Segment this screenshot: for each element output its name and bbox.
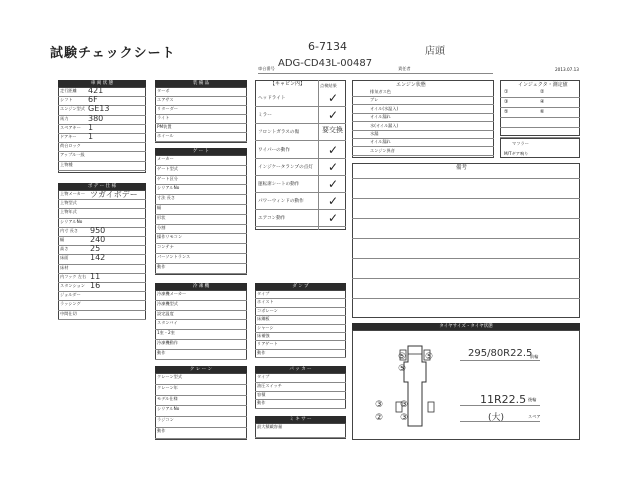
row-label: コボレーン (257, 307, 278, 313)
handwritten-value: 380 (88, 113, 104, 123)
tire-header: タイヤサイズ・タイヤ状態 (352, 323, 580, 330)
rear-tire-rule (460, 405, 540, 406)
row-rule (155, 349, 247, 350)
row-rule (155, 214, 247, 215)
row-label: ゲート区分 (157, 175, 178, 181)
refrigerator-header: 冷 凍 機 (155, 283, 247, 290)
check-row-label: ミラー (258, 113, 272, 119)
muffler-label: マフラー (512, 141, 529, 146)
row-rule (155, 224, 247, 225)
check-mark: ✓ (328, 91, 339, 105)
check-mark: ✓ (328, 108, 339, 123)
handwritten-value: 1 (88, 122, 94, 132)
handwritten-value: 240 (90, 235, 106, 244)
row-label: ホイール (157, 133, 174, 138)
body-spec-header: ボ デ ー 仕 様 (58, 183, 146, 190)
row-label: 床補強 (257, 333, 270, 338)
row-label: エアサス (157, 97, 174, 102)
row-label: 動作 (257, 349, 266, 355)
notes-box (352, 163, 580, 318)
cabin-check-title: 【キャビン内】 (270, 81, 306, 87)
row-label: 上物年式 (60, 209, 77, 215)
row-rule (255, 226, 346, 227)
row-rule (58, 170, 146, 171)
row-rule (155, 359, 247, 360)
row-label: タイプ (257, 291, 270, 296)
row-label: 上物メーカー (60, 191, 86, 196)
engine-row-label: 水(オイル漏入) (370, 122, 399, 128)
row-rule (500, 117, 580, 118)
equipment-header: 装 備 品 (155, 80, 247, 87)
row-label: シャーシ (257, 324, 274, 330)
row-label: 中間仕切 (60, 310, 77, 316)
notes-title: 備考 (456, 165, 468, 171)
injector-label: ⑤ (504, 109, 509, 115)
handwritten-value: 6F (88, 95, 98, 105)
row-label: コンテナ (157, 244, 174, 250)
row-rule (500, 127, 580, 128)
front-tire-label: 前輪 (530, 354, 539, 359)
row-label: 床鋼板 (257, 316, 270, 322)
row-label: メーカー (157, 156, 174, 161)
row-label: ドアキー (60, 134, 77, 139)
injector-label: ① (504, 89, 509, 95)
handwritten-value: 11 (90, 271, 101, 281)
row-label: 冷凍機メーカー (157, 291, 187, 296)
row-rule (255, 357, 346, 358)
tire-grade: ⑤ (398, 364, 407, 374)
staff-label: 責任者 (398, 66, 411, 71)
row-label: リターダー (157, 106, 178, 111)
check-mark: ✓ (328, 142, 339, 157)
notes-line (352, 278, 580, 279)
row-rule (500, 107, 580, 108)
handwritten-value: GE13 (88, 104, 110, 114)
row-label: スペアキー (60, 124, 81, 130)
row-label: パーソントランス (157, 254, 191, 259)
row-label: 上物型式 (60, 200, 77, 206)
row-label: 床材 (60, 264, 69, 270)
dump-header: ダ ン プ (255, 283, 346, 290)
row-label: 内フック 左右 (60, 273, 87, 279)
check-col-divider (318, 80, 319, 230)
row-label: クレーン型式 (157, 374, 183, 379)
tire-diagram (380, 340, 450, 430)
injector-label: ⑥ (540, 109, 545, 115)
check-mark: ✓ (328, 159, 339, 174)
row-rule (155, 427, 247, 428)
row-rule (155, 141, 247, 142)
row-label: シリアルNo (60, 218, 83, 224)
model-value: ADG-CD43L-00487 (278, 58, 373, 69)
injector-label: ② (540, 89, 545, 95)
engine-title: エンジン状態 (396, 82, 426, 88)
row-label: 最大積載容量 (257, 424, 283, 429)
row-rule (255, 140, 346, 141)
date: 2013.07.13 (555, 67, 579, 72)
handwritten-value: 950 (90, 225, 106, 235)
check-row-label: フロントガラスの傷 (258, 130, 300, 136)
row-rule (255, 391, 346, 392)
row-label: 動作 (157, 428, 166, 433)
spare-mark: (大) (488, 413, 505, 423)
row-label: ジョルダー (60, 292, 81, 298)
row-label: PM装置 (157, 124, 172, 129)
vehicle-status-header: 車 両 状 態 (58, 80, 146, 87)
spare-tire-rule (460, 421, 540, 422)
row-rule (255, 192, 346, 193)
row-rule (155, 273, 247, 274)
row-rule (255, 158, 346, 159)
row-rule (500, 97, 580, 98)
row-label: 上物種 (60, 161, 73, 167)
row-label: モデル仕様 (157, 395, 178, 401)
row-rule (255, 399, 346, 400)
row-label: 設定温度 (157, 310, 174, 316)
row-rule (255, 123, 346, 124)
row-label: 床面 (60, 255, 69, 261)
row-rule (255, 349, 346, 350)
row-label: 1室・2室 (157, 330, 175, 336)
tire-grade: ⑤ (425, 352, 434, 362)
check-mark: ✓ (328, 194, 339, 209)
cabin-check-col: 点検結果 (320, 83, 337, 88)
row-rule (255, 209, 346, 210)
check-row-label: パワーウィンドの動作 (258, 199, 304, 205)
engine-row-label: 水漏 (370, 131, 379, 136)
notes-line (352, 238, 580, 239)
row-label: ゲート型式 (157, 165, 178, 171)
tire-grade: ③ (375, 400, 384, 410)
row-label: アップル一級 (60, 152, 85, 158)
check-row-label: ワイパーの動作 (258, 147, 290, 153)
rear-tire-size: 11R22.5 (480, 393, 527, 406)
row-rule (58, 245, 146, 246)
check-row-label: ヘッドライト (258, 96, 286, 101)
row-label: 内寸 長さ (60, 227, 79, 233)
handwritten-value: 16 (90, 281, 101, 290)
row-label: ラッシング (60, 301, 81, 307)
row-label: ホイスト (257, 299, 274, 305)
row-rule (255, 106, 346, 107)
row-rule (500, 137, 580, 138)
crane-header: ク レ ー ン (155, 366, 247, 373)
row-label: 荷台ロック (60, 143, 81, 149)
notes-line (352, 198, 580, 199)
row-label: 寸法 長さ (157, 195, 176, 201)
header-rule (258, 73, 493, 74)
vehicle-number: 6-7134 (308, 40, 347, 53)
check-row-label: インジケータランプの点灯 (258, 164, 313, 170)
check-row-label: エアコン動作 (258, 216, 286, 222)
model-label: 車台番号 (258, 66, 275, 71)
rear-tire-label: 後輪 (528, 397, 537, 402)
engine-row-label: エンジン異音 (370, 147, 395, 153)
handwritten-value: ツガイボデー (90, 190, 138, 199)
mt-gear-label: M/Tギア鳴り (504, 151, 529, 156)
row-label: 幅 (157, 205, 162, 210)
row-label: タイプ (257, 374, 270, 379)
row-label: リアゲート (257, 341, 278, 347)
injector-label: ③ (504, 99, 509, 105)
packer-header: パ ッ カ ー (255, 366, 346, 373)
handwritten-value: 1 (88, 132, 94, 141)
check-row-label: 運転席シートの動作 (258, 182, 300, 187)
notes-line (352, 258, 580, 259)
engine-row-label: オイル漏れ (370, 139, 391, 145)
row-label: 高さ (60, 246, 69, 252)
place: 店頭 (425, 46, 445, 57)
check-mark: 要交換 (322, 126, 343, 135)
engine-row-label: 排気ガス色 (370, 89, 391, 94)
injector-label: ④ (540, 99, 545, 105)
row-label: 動作 (157, 349, 166, 355)
handwritten-value: 142 (90, 253, 106, 263)
tire-grade: ② (375, 413, 384, 423)
row-rule (255, 437, 346, 438)
row-rule (255, 408, 346, 409)
row-label: 油圧スイッチ (257, 382, 282, 388)
check-mark: ✓ (328, 177, 339, 191)
row-rule (255, 175, 346, 176)
row-label: 分割 (157, 224, 166, 230)
row-rule (155, 263, 247, 264)
row-label: シリアルNo (157, 406, 180, 412)
row-rule (58, 264, 146, 265)
row-rule (352, 155, 494, 156)
row-rule (155, 438, 247, 439)
row-label: 動作 (157, 263, 166, 269)
row-label: 冷凍機動作 (157, 340, 178, 345)
row-label: ターボ (157, 88, 170, 93)
page-title: 試験チェックシート (50, 46, 176, 61)
row-label: クレーン年 (157, 384, 178, 390)
row-label: ライト (157, 115, 170, 120)
notes-line (352, 218, 580, 219)
row-label: 走行距離 (60, 88, 77, 93)
front-tire-size: 295/80R22.5 (468, 348, 533, 359)
row-label: 操作リモコン (157, 234, 183, 240)
row-label: スタンバイ (157, 320, 178, 326)
row-label: ラジコン (157, 417, 174, 423)
handwritten-value: 25 (90, 244, 101, 254)
row-label: スタンション (60, 283, 85, 288)
injector-title: インジェクタ・測定値 (518, 82, 568, 88)
row-label: 形状 (157, 214, 166, 220)
handwritten-value: 421 (88, 86, 104, 95)
spare-label: スペア (528, 414, 541, 419)
tire-grade: ③ (400, 400, 409, 410)
front-tire-rule (460, 360, 540, 361)
row-label: 容積 (257, 391, 266, 397)
row-label: シフト (60, 97, 73, 103)
engine-row-label: オイル漏れ (370, 114, 391, 120)
gate-header: ゲ ー ト (155, 148, 247, 155)
row-label: 幅 (60, 237, 65, 242)
row-label: 動作 (257, 400, 266, 406)
row-label: シリアルNo (157, 185, 180, 191)
engine-row-label: ブレ (370, 97, 379, 103)
mixer-header: ミ キ サ ー (255, 416, 346, 423)
notes-line (352, 298, 580, 299)
check-mark: ✓ (328, 211, 339, 226)
tire-grade: ⑤ (398, 352, 407, 362)
engine-row-label: オイル(水温入) (370, 105, 399, 111)
row-label: 馬力 (60, 115, 69, 121)
row-rule (155, 204, 247, 205)
row-label: 冷凍機型式 (157, 300, 178, 306)
row-label: エンジン型式 (60, 106, 85, 112)
notes-line (352, 178, 580, 179)
row-rule (58, 319, 146, 320)
tire-grade: ③ (400, 413, 409, 423)
